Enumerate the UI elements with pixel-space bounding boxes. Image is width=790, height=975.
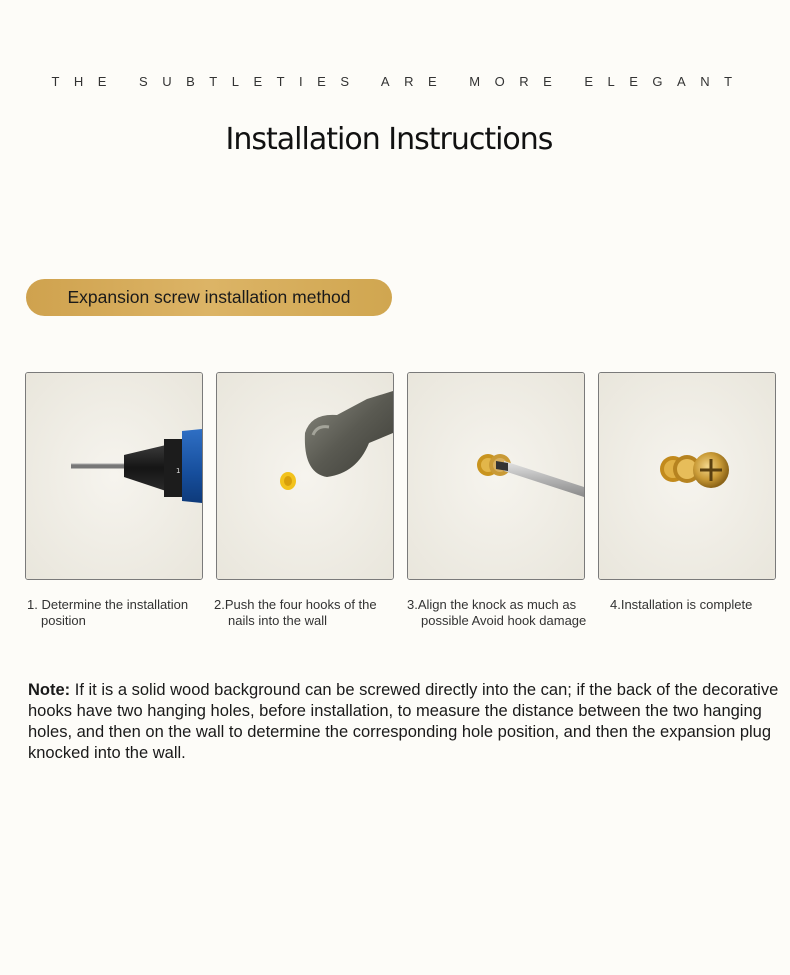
step-1-caption-line1: 1. Determine the installation: [27, 597, 189, 612]
step-3-caption-line1: 3.Align the knock as much as: [407, 597, 577, 612]
step-3-caption-line2: possible Avoid hook damage: [421, 613, 587, 628]
step-2-caption: [214, 597, 377, 629]
step-1-photo: [25, 372, 203, 580]
step-4-caption: [610, 597, 752, 613]
screw-icon: [599, 373, 775, 579]
hammer-icon: [217, 373, 393, 579]
step-3-photo: [407, 372, 585, 580]
step-1-caption-line2: position: [41, 613, 86, 628]
drill-icon: [26, 373, 202, 579]
step-4-photo: [598, 372, 776, 580]
step-2-caption-line2: nails into the wall: [228, 613, 327, 628]
svg-text:1: 1: [176, 467, 181, 475]
step-2-photo: [216, 372, 394, 580]
tagline: THE SUBTLETIES ARE MORE ELEGANT: [51, 74, 747, 89]
step-1-caption: [27, 597, 188, 629]
method-label: Expansion screw installation method: [67, 287, 351, 307]
step-4-caption-line1: 4.Installation is complete: [610, 597, 753, 612]
note-label: Note:: [28, 681, 71, 699]
installation-note: [28, 680, 780, 764]
steps-row: [25, 372, 777, 582]
screwdriver-icon: [408, 373, 584, 579]
page-title: Installation Instructions: [225, 122, 553, 157]
note-text: If it is a solid wood background can be screwed directly into the can; if the back of the decorative hooks have two hanging holes, before installation, to measure the distance between the two hanging holes, and then on the wall to determine the corresponding hole position, and then the expansion plug knocked into the wall.: [28, 681, 779, 762]
step-2-caption-line1: 2.Push the four hooks of the: [214, 597, 377, 612]
step-3-caption: [407, 597, 586, 629]
method-badge: [26, 279, 392, 316]
